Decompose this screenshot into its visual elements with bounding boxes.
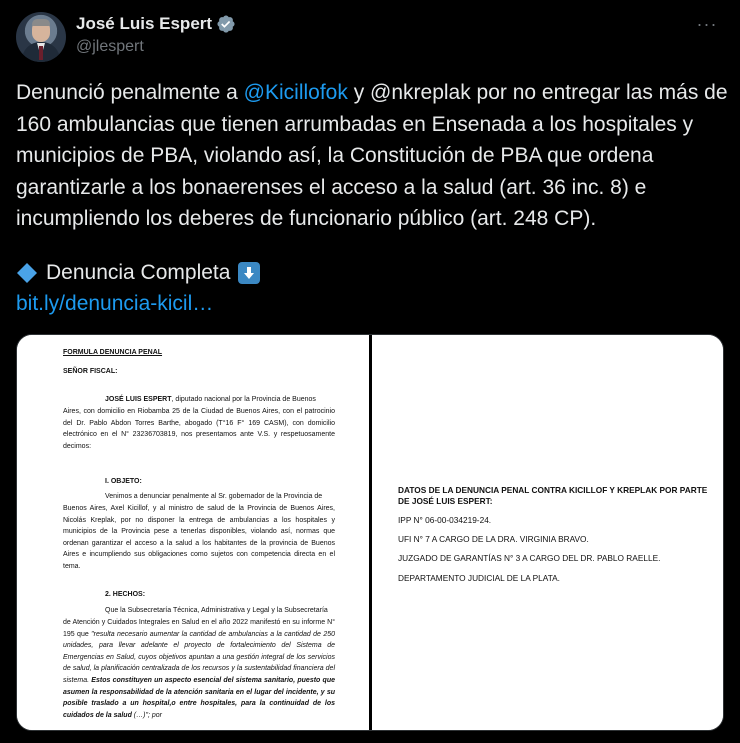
tweet-links	[16, 257, 716, 319]
tweet-text	[16, 77, 728, 235]
doc-hechos-quote: "resulta necesario aumentar la cantidad de ambulancias a la cantidad de 250 unidades, para llevar adelante el proyecto de fortalecimiento del Sistema de Emergencias en Salud, cuyos objetivos apuntan a una gestión integral de los servicios de salud, la planificación centralizada de los recursos y la sustentabilidad financiera del sistema.	[63, 630, 335, 684]
tweet-header	[16, 12, 724, 62]
doc-hechos-text: de Atención y Cuidados Integrales en Salud en el año 2022 manifestó en su informe N° 195 que	[63, 619, 335, 638]
mention-link[interactable]: @Kicillofok	[243, 81, 348, 104]
doc-hechos-end: (…)"; por	[131, 711, 162, 719]
verified-badge-icon	[216, 14, 236, 34]
more-options-icon[interactable]: ···	[696, 14, 718, 34]
tweet-text-part: y @nkreplak por no entregar las más de 160 ambulancias que tienen arrumbadas en Ensenada a los hospitales y municipios de PBA, violando así, la Constitución de PBA que ordena garantizarle a los bonaerenses el acceso a la salud (art. 36 inc. 8) e incumpliendo los deberes de funcionario público (art. 248 CP).	[16, 81, 728, 230]
blue-diamond-icon	[16, 262, 38, 284]
avatar[interactable]	[16, 12, 66, 62]
author-handle[interactable]: @jlespert	[76, 38, 144, 55]
denuncia-label: Denuncia Completa	[46, 260, 231, 284]
doc-right-line: IPP N° 06-00-034219-24.	[398, 515, 492, 525]
doc-right-line: DEPARTAMENTO JUDICIAL DE LA PLATA.	[398, 573, 560, 583]
doc-right-line: UFI N° 7 A CARGO DE LA DRA. VIRGINIA BRAVO.	[398, 534, 589, 544]
doc-intro-name: JOSÉ LUIS ESPERT	[105, 396, 172, 403]
doc-title: FORMULA DENUNCIA PENAL	[63, 349, 163, 356]
down-arrow-icon	[238, 262, 260, 284]
doc-fiscal: SEÑOR FISCAL:	[63, 368, 118, 375]
doc-hechos-heading: 2. HECHOS:	[105, 591, 146, 598]
document-page-right	[372, 335, 724, 730]
doc-objeto-first: Venimos a denunciar penalmente al Sr. gobernador de la Provincia de	[105, 493, 323, 500]
doc-hechos-first: Que la Subsecretaría Técnica, Administrativa y Legal y la Subsecretaría	[105, 607, 328, 614]
doc-objeto-heading: I. OBJETO:	[105, 478, 142, 485]
document-page-left	[17, 335, 369, 730]
doc-intro-rest: , diputado nacional por la Provincia de Buenos	[171, 396, 316, 403]
attached-image[interactable]	[16, 334, 724, 731]
denuncia-link[interactable]: bit.ly/denuncia-kicil…	[16, 291, 214, 315]
doc-hechos-cont	[63, 617, 335, 721]
author-name[interactable]: José Luis Espert	[76, 14, 213, 33]
tweet-text-part: Denunció penalmente a	[16, 81, 244, 104]
doc-right-line: JUZGADO DE GARANTÍAS N° 3 A CARGO DEL DR. PABLO RAELLE.	[398, 553, 661, 563]
doc-objeto-cont: Buenos Aires, Axel Kicillof, y al ministro de salud de la Provincia de Buenos Aires, Nicolás Kreplak, por no disponer la entrega de ambulancias a los hospitales y municipios de la Provincia pese a tenerlas disponibles, violando así, normas que ordenan garantizar el acceso a la salud a los habitantes de la provincia de Buenos Aires e incumpliendo sus obligaciones como sujetos con competencia directa en el tema.	[63, 505, 335, 570]
doc-hechos-bold: Estos constituyen un aspecto esencial del sistema sanitario, puesto que asumen la responsabilidad de la atención sanitaria en el lugar del incidente, y su posible traslado a un hospital,o entre hospitales, para la continuidad de los cuidados de la salud	[63, 676, 335, 719]
author-name-row	[76, 14, 236, 34]
doc-intro-first	[105, 394, 335, 406]
doc-intro-cont: Aires, con domicilio en Riobamba 25 de la Ciudad de Buenos Aires, con el patrocinio del Dr. Pablo Abdon Torres Barthe, abogado (T°16 F° 169 CASM), con domicilio electrónico en el N° 23236703819, nos presentamos ante V.S. y respetuosamente decimos:	[63, 408, 335, 450]
doc-right-title: DATOS DE LA DENUNCIA PENAL CONTRA KICILLOF Y KREPLAK POR PARTE DE JOSÉ LUIS ESPERT:	[398, 485, 708, 506]
